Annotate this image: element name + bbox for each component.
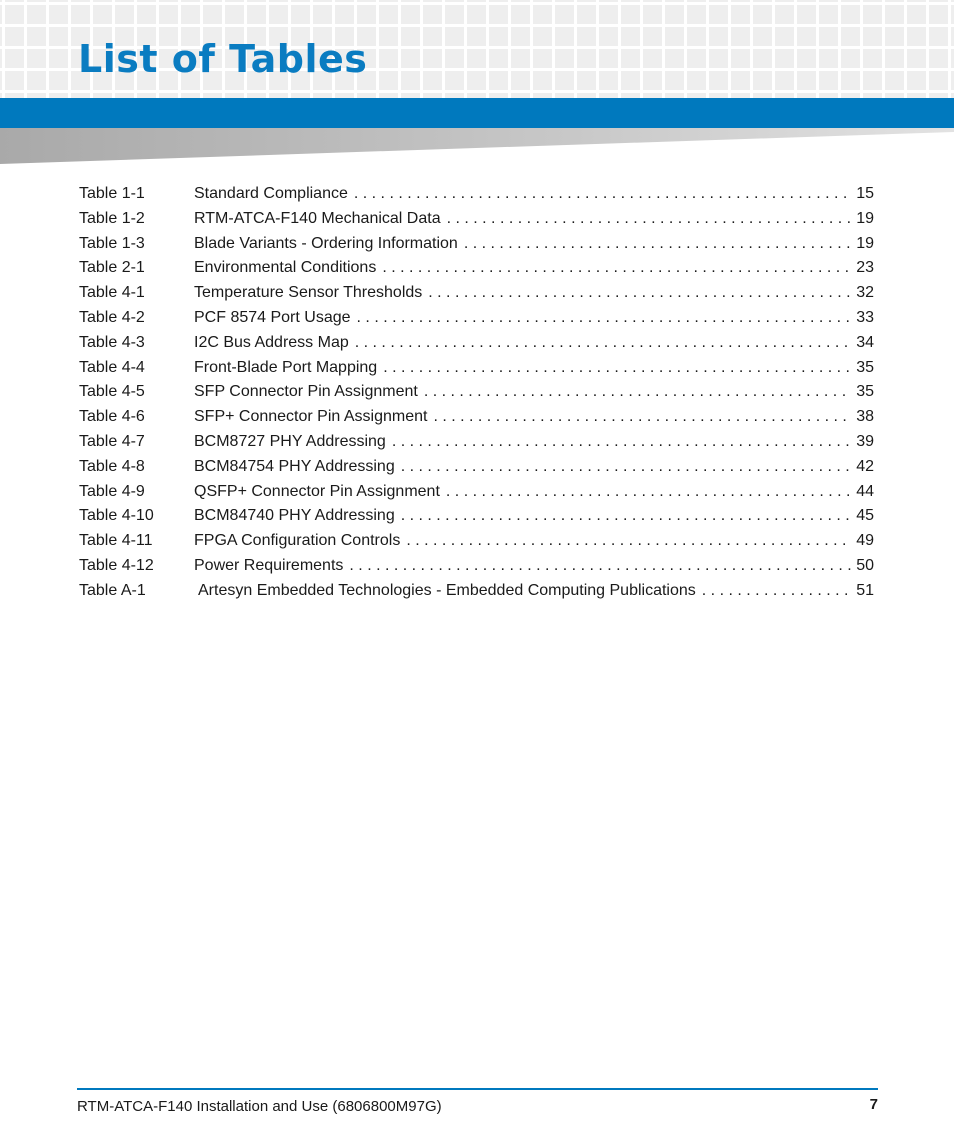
toc-entry-number: Table 2-1 [79,259,145,277]
toc-leader-dots [702,579,852,604]
toc-leader-dots [406,529,852,554]
footer-doc-title: RTM-ATCA-F140 Installation and Use (6806800M97G) [77,1098,442,1115]
toc-entry-page[interactable]: 38 [856,408,874,426]
toc-entry[interactable] [79,405,874,430]
toc-entry-number: Table 4-5 [79,383,145,401]
toc-entry-title[interactable]: Power Requirements [194,556,344,574]
toc-entry-page[interactable]: 44 [856,482,874,500]
toc-entry[interactable] [79,232,874,257]
toc-entry-page[interactable]: 32 [856,284,874,302]
header-band [0,98,954,128]
toc-entry-title[interactable]: Front-Blade Port Mapping [194,358,378,376]
toc-entry[interactable] [79,455,874,480]
toc-leader-dots [433,405,852,430]
toc-entry-page[interactable]: 50 [856,556,874,574]
toc-leader-dots [382,256,852,281]
toc-entry[interactable] [79,554,874,579]
toc-entry-number: Table 1-1 [79,185,145,202]
toc-entry-title[interactable]: SFP+ Connector Pin Assignment [194,408,428,426]
toc-leader-dots [349,554,852,579]
toc-leader-dots [447,207,853,232]
toc-entry-page[interactable]: 34 [856,333,874,351]
toc-list [79,182,874,604]
toc-entry-number: Table 1-2 [79,209,145,227]
toc-entry-page[interactable]: 23 [856,259,874,277]
toc-entry-number: Table 4-9 [79,482,145,500]
toc-entry-title[interactable]: Artesyn Embedded Technologies - Embedded Computing Publications [198,581,696,599]
toc-entry-title[interactable]: FPGA Configuration Controls [194,532,401,550]
toc-entry-title[interactable]: QSFP+ Connector Pin Assignment [194,482,440,500]
toc-entry-title[interactable]: Environmental Conditions [194,259,377,277]
toc-entry[interactable] [79,207,874,232]
toc-entry-title[interactable]: Standard Compliance [194,185,348,202]
toc-entry-number: Table 4-6 [79,408,145,426]
toc-entry-page[interactable]: 45 [856,507,874,525]
toc-entry[interactable] [79,579,874,604]
toc-entry-page[interactable]: 19 [856,234,874,252]
toc-entry-page[interactable]: 35 [856,358,874,376]
toc-entry[interactable] [79,430,874,455]
toc-entry-number: Table 4-2 [79,308,145,326]
toc-entry-number: Table 4-1 [79,284,145,302]
toc-entry-title[interactable]: BCM8727 PHY Addressing [194,432,386,450]
toc-leader-dots [464,232,852,257]
toc-entry[interactable] [79,256,874,281]
toc-entry-title[interactable]: RTM-ATCA-F140 Mechanical Data [194,209,441,227]
toc-leader-dots [392,430,852,455]
page-title: List of Tables [78,37,368,81]
toc-leader-dots [446,480,852,505]
toc-entry-page[interactable]: 33 [856,308,874,326]
toc-entry-number: Table 1-3 [79,234,145,252]
toc-entry-number: Table 4-7 [79,432,145,450]
footer-rule [77,1088,878,1090]
toc-entry-number: Table 4-8 [79,457,145,475]
toc-entry[interactable] [79,480,874,505]
toc-entry-page[interactable]: 49 [856,532,874,550]
toc-entry-title[interactable]: Temperature Sensor Thresholds [194,284,423,302]
toc-entry-title[interactable]: Blade Variants - Ordering Information [194,234,458,252]
toc-entry-title[interactable]: PCF 8574 Port Usage [194,308,351,326]
toc-entry-number: Table 4-11 [79,532,153,550]
toc-entry-title[interactable]: I2C Bus Address Map [194,333,349,351]
toc-entry[interactable] [79,331,874,356]
toc-entry-title[interactable]: SFP Connector Pin Assignment [194,383,418,401]
toc-entry-page[interactable]: 42 [856,457,874,475]
toc-leader-dots [428,281,852,306]
toc-entry-page[interactable]: 19 [856,209,874,227]
toc-leader-dots [355,331,852,356]
toc-entry-number: Table 4-4 [79,358,145,376]
toc-leader-dots [424,380,852,405]
toc-entry[interactable] [79,182,874,207]
toc-entry[interactable] [79,306,874,331]
toc-entry-title[interactable]: BCM84740 PHY Addressing [194,507,395,525]
toc-entry-page[interactable]: 39 [856,432,874,450]
footer-page-number: 7 [869,1096,878,1113]
toc-entry-number: Table A-1 [79,581,146,599]
toc-entry-number: Table 4-3 [79,333,145,351]
toc-entry[interactable] [79,504,874,529]
toc-entry-page[interactable]: 35 [856,383,874,401]
toc-entry-page[interactable]: 15 [856,185,874,202]
toc-entry-title[interactable]: BCM84754 PHY Addressing [194,457,395,475]
toc-entry-page[interactable]: 51 [856,581,874,599]
toc-leader-dots [401,455,852,480]
toc-entry[interactable] [79,380,874,405]
toc-leader-dots [401,504,852,529]
toc-entry[interactable] [79,529,874,554]
toc-leader-dots [383,356,852,381]
toc-entry-number: Table 4-10 [79,507,154,525]
toc-entry[interactable] [79,356,874,381]
toc-entry-number: Table 4-12 [79,556,154,574]
header-wedge [0,128,954,164]
toc-leader-dots [354,182,852,207]
toc-leader-dots [357,306,853,331]
toc-entry[interactable] [79,281,874,306]
